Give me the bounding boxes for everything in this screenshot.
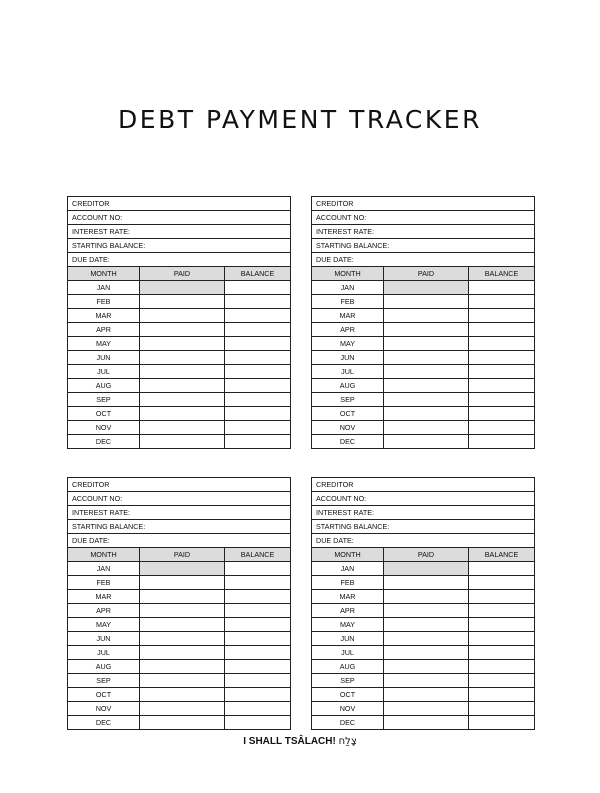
balance-cell[interactable] <box>225 393 291 407</box>
paid-cell[interactable] <box>384 576 469 590</box>
paid-cell[interactable] <box>140 281 225 295</box>
balance-cell[interactable] <box>225 309 291 323</box>
month-row <box>312 604 535 618</box>
balance-cell[interactable] <box>225 337 291 351</box>
balance-cell[interactable] <box>225 660 291 674</box>
month-row <box>312 576 535 590</box>
balance-cell[interactable] <box>469 590 535 604</box>
paid-cell[interactable] <box>140 590 225 604</box>
month-row <box>312 674 535 688</box>
month-row <box>312 407 535 421</box>
month-label: APR <box>312 323 384 337</box>
paid-cell[interactable] <box>140 702 225 716</box>
paid-column-header: PAID <box>140 548 225 562</box>
interest-rate-field[interactable]: INTEREST RATE: <box>68 225 291 239</box>
balance-cell[interactable] <box>225 716 291 730</box>
month-row <box>312 688 535 702</box>
month-row <box>68 393 291 407</box>
month-row <box>68 660 291 674</box>
starting-balance-field[interactable]: STARTING BALANCE: <box>312 239 535 253</box>
month-label: MAR <box>312 309 384 323</box>
balance-cell[interactable] <box>225 281 291 295</box>
paid-cell[interactable] <box>140 576 225 590</box>
paid-cell[interactable] <box>384 435 469 449</box>
paid-cell[interactable] <box>384 365 469 379</box>
paid-cell[interactable] <box>384 295 469 309</box>
month-label: AUG <box>68 660 140 674</box>
month-label: SEP <box>68 674 140 688</box>
balance-cell[interactable] <box>469 337 535 351</box>
balance-cell[interactable] <box>469 393 535 407</box>
balance-cell[interactable] <box>225 295 291 309</box>
paid-column-header: PAID <box>384 267 469 281</box>
balance-cell[interactable] <box>469 407 535 421</box>
balance-column-header: BALANCE <box>469 548 535 562</box>
paid-cell[interactable] <box>140 618 225 632</box>
starting-balance-field[interactable]: STARTING BALANCE: <box>68 520 291 534</box>
month-label: NOV <box>68 702 140 716</box>
balance-cell[interactable] <box>225 632 291 646</box>
balance-cell[interactable] <box>225 323 291 337</box>
month-row <box>312 281 535 295</box>
month-row <box>68 407 291 421</box>
month-column-header: MONTH <box>68 548 140 562</box>
paid-cell[interactable] <box>384 337 469 351</box>
balance-cell[interactable] <box>469 295 535 309</box>
month-row <box>312 421 535 435</box>
month-row <box>68 688 291 702</box>
balance-cell[interactable] <box>225 590 291 604</box>
month-row <box>68 309 291 323</box>
balance-cell[interactable] <box>469 365 535 379</box>
month-row <box>312 351 535 365</box>
balance-cell[interactable] <box>225 618 291 632</box>
month-row <box>312 618 535 632</box>
balance-cell[interactable] <box>225 576 291 590</box>
month-row <box>312 379 535 393</box>
month-label: JUL <box>68 646 140 660</box>
month-row <box>312 716 535 730</box>
month-label: NOV <box>68 421 140 435</box>
balance-cell[interactable] <box>225 407 291 421</box>
paid-cell[interactable] <box>140 295 225 309</box>
balance-cell[interactable] <box>225 688 291 702</box>
paid-cell[interactable] <box>384 562 469 576</box>
month-label: FEB <box>312 576 384 590</box>
month-label: NOV <box>312 421 384 435</box>
page-title: DEBT PAYMENT TRACKER <box>118 105 482 134</box>
month-label: APR <box>68 604 140 618</box>
month-label: JAN <box>312 562 384 576</box>
month-label: JAN <box>68 281 140 295</box>
month-label: JAN <box>312 281 384 295</box>
paid-cell[interactable] <box>384 281 469 295</box>
month-label: OCT <box>68 407 140 421</box>
paid-cell[interactable] <box>384 393 469 407</box>
creditor-field[interactable]: CREDITOR <box>68 197 291 211</box>
balance-cell[interactable] <box>469 660 535 674</box>
month-label: JAN <box>68 562 140 576</box>
month-label: MAR <box>68 309 140 323</box>
month-label: AUG <box>312 379 384 393</box>
paid-column-header: PAID <box>384 548 469 562</box>
account-no-field[interactable]: ACCOUNT NO: <box>68 211 291 225</box>
month-row <box>68 618 291 632</box>
paid-cell[interactable] <box>140 632 225 646</box>
interest-rate-field[interactable]: INTEREST RATE: <box>68 506 291 520</box>
month-row <box>312 393 535 407</box>
balance-cell[interactable] <box>469 562 535 576</box>
month-row <box>68 365 291 379</box>
month-row <box>68 646 291 660</box>
month-label: SEP <box>312 674 384 688</box>
month-label: JUN <box>68 632 140 646</box>
paid-cell[interactable] <box>384 421 469 435</box>
month-label: MAY <box>68 618 140 632</box>
month-label: JUL <box>312 646 384 660</box>
month-label: FEB <box>312 295 384 309</box>
paid-cell[interactable] <box>384 646 469 660</box>
paid-cell[interactable] <box>140 435 225 449</box>
month-label: SEP <box>68 393 140 407</box>
starting-balance-field[interactable]: STARTING BALANCE: <box>312 520 535 534</box>
paid-cell[interactable] <box>140 674 225 688</box>
paid-cell[interactable] <box>384 702 469 716</box>
due-date-field[interactable]: DUE DATE: <box>68 534 291 548</box>
debt-tracker-table-2 <box>311 196 535 449</box>
month-label: OCT <box>312 407 384 421</box>
month-label: DEC <box>68 435 140 449</box>
paid-cell[interactable] <box>140 646 225 660</box>
paid-cell[interactable] <box>384 323 469 337</box>
due-date-field[interactable]: DUE DATE: <box>312 534 535 548</box>
month-row <box>312 337 535 351</box>
balance-cell[interactable] <box>225 674 291 688</box>
paid-cell[interactable] <box>140 660 225 674</box>
creditor-field[interactable]: CREDITOR <box>312 478 535 492</box>
month-row <box>312 435 535 449</box>
month-label: SEP <box>312 393 384 407</box>
paid-cell[interactable] <box>140 365 225 379</box>
balance-cell[interactable] <box>225 351 291 365</box>
month-label: NOV <box>312 702 384 716</box>
paid-cell[interactable] <box>140 421 225 435</box>
balance-cell[interactable] <box>225 421 291 435</box>
balance-cell[interactable] <box>469 716 535 730</box>
month-row <box>312 702 535 716</box>
balance-cell[interactable] <box>225 379 291 393</box>
balance-cell[interactable] <box>469 435 535 449</box>
month-label: APR <box>312 604 384 618</box>
month-label: DEC <box>68 716 140 730</box>
month-label: MAR <box>312 590 384 604</box>
month-row <box>68 576 291 590</box>
balance-cell[interactable] <box>469 379 535 393</box>
month-row <box>68 716 291 730</box>
interest-rate-field[interactable]: INTEREST RATE: <box>312 225 535 239</box>
month-label: JUN <box>68 351 140 365</box>
month-row <box>312 323 535 337</box>
due-date-field[interactable]: DUE DATE: <box>312 253 535 267</box>
creditor-field[interactable]: CREDITOR <box>312 197 535 211</box>
paid-cell[interactable] <box>384 309 469 323</box>
paid-cell[interactable] <box>384 379 469 393</box>
month-label: MAY <box>312 337 384 351</box>
paid-cell[interactable] <box>384 407 469 421</box>
footer-hebrew: צָלַח <box>338 736 357 747</box>
balance-column-header: BALANCE <box>225 267 291 281</box>
paid-cell[interactable] <box>140 323 225 337</box>
paid-cell[interactable] <box>384 351 469 365</box>
paid-cell[interactable] <box>140 604 225 618</box>
paid-cell[interactable] <box>140 309 225 323</box>
balance-cell[interactable] <box>469 632 535 646</box>
month-column-header: MONTH <box>312 267 384 281</box>
month-label: OCT <box>312 688 384 702</box>
balance-cell[interactable] <box>469 674 535 688</box>
paid-cell[interactable] <box>140 379 225 393</box>
balance-cell[interactable] <box>469 309 535 323</box>
month-row <box>68 421 291 435</box>
paid-cell[interactable] <box>384 632 469 646</box>
account-no-field[interactable]: ACCOUNT NO: <box>312 211 535 225</box>
balance-cell[interactable] <box>225 365 291 379</box>
month-label: JUN <box>312 632 384 646</box>
balance-cell[interactable] <box>225 562 291 576</box>
balance-cell[interactable] <box>469 576 535 590</box>
balance-cell[interactable] <box>225 604 291 618</box>
month-label: DEC <box>312 435 384 449</box>
month-label: JUL <box>68 365 140 379</box>
paid-column-header: PAID <box>140 267 225 281</box>
month-label: MAY <box>312 618 384 632</box>
paid-cell[interactable] <box>140 337 225 351</box>
month-label: AUG <box>312 660 384 674</box>
month-row <box>68 632 291 646</box>
month-row <box>68 590 291 604</box>
balance-cell[interactable] <box>469 702 535 716</box>
balance-column-header: BALANCE <box>469 267 535 281</box>
month-row <box>312 646 535 660</box>
account-no-field[interactable]: ACCOUNT NO: <box>68 492 291 506</box>
balance-cell[interactable] <box>469 281 535 295</box>
balance-column-header: BALANCE <box>225 548 291 562</box>
paid-cell[interactable] <box>384 618 469 632</box>
month-label: APR <box>68 323 140 337</box>
paid-cell[interactable] <box>384 688 469 702</box>
month-row <box>312 295 535 309</box>
due-date-field[interactable]: DUE DATE: <box>68 253 291 267</box>
balance-cell[interactable] <box>469 421 535 435</box>
paid-cell[interactable] <box>384 716 469 730</box>
month-row <box>312 632 535 646</box>
starting-balance-field[interactable]: STARTING BALANCE: <box>68 239 291 253</box>
month-label: OCT <box>68 688 140 702</box>
month-column-header: MONTH <box>312 548 384 562</box>
balance-cell[interactable] <box>225 702 291 716</box>
debt-tracker-table-3 <box>67 477 291 730</box>
balance-cell[interactable] <box>469 604 535 618</box>
month-row <box>68 337 291 351</box>
footer-motto <box>0 736 600 747</box>
balance-cell[interactable] <box>469 618 535 632</box>
balance-cell[interactable] <box>225 646 291 660</box>
month-row <box>312 365 535 379</box>
account-no-field[interactable]: ACCOUNT NO: <box>312 492 535 506</box>
month-label: FEB <box>68 576 140 590</box>
interest-rate-field[interactable]: INTEREST RATE: <box>312 506 535 520</box>
month-label: MAR <box>68 590 140 604</box>
paid-cell[interactable] <box>140 407 225 421</box>
month-row <box>68 702 291 716</box>
balance-cell[interactable] <box>225 435 291 449</box>
month-row <box>68 379 291 393</box>
creditor-field[interactable]: CREDITOR <box>68 478 291 492</box>
paid-cell[interactable] <box>140 393 225 407</box>
paid-cell[interactable] <box>140 351 225 365</box>
paid-cell[interactable] <box>140 716 225 730</box>
month-column-header: MONTH <box>68 267 140 281</box>
balance-cell[interactable] <box>469 351 535 365</box>
paid-cell[interactable] <box>384 604 469 618</box>
month-row <box>312 660 535 674</box>
debt-tracker-table-4 <box>311 477 535 730</box>
month-label: JUN <box>312 351 384 365</box>
month-row <box>68 323 291 337</box>
month-label: FEB <box>68 295 140 309</box>
paid-cell[interactable] <box>140 688 225 702</box>
month-row <box>68 435 291 449</box>
balance-cell[interactable] <box>469 323 535 337</box>
month-row <box>312 309 535 323</box>
month-row <box>68 281 291 295</box>
footer-text: I SHALL TSÂLACH! <box>243 736 336 747</box>
month-row <box>68 674 291 688</box>
debt-tracker-table-1 <box>67 196 291 449</box>
paid-cell[interactable] <box>384 674 469 688</box>
month-row <box>312 590 535 604</box>
paid-cell[interactable] <box>140 562 225 576</box>
month-label: JUL <box>312 365 384 379</box>
balance-cell[interactable] <box>469 688 535 702</box>
month-row <box>312 562 535 576</box>
paid-cell[interactable] <box>384 590 469 604</box>
month-row <box>68 295 291 309</box>
paid-cell[interactable] <box>384 660 469 674</box>
month-label: DEC <box>312 716 384 730</box>
month-label: AUG <box>68 379 140 393</box>
month-row <box>68 351 291 365</box>
month-row <box>68 562 291 576</box>
month-label: MAY <box>68 337 140 351</box>
balance-cell[interactable] <box>469 646 535 660</box>
month-row <box>68 604 291 618</box>
